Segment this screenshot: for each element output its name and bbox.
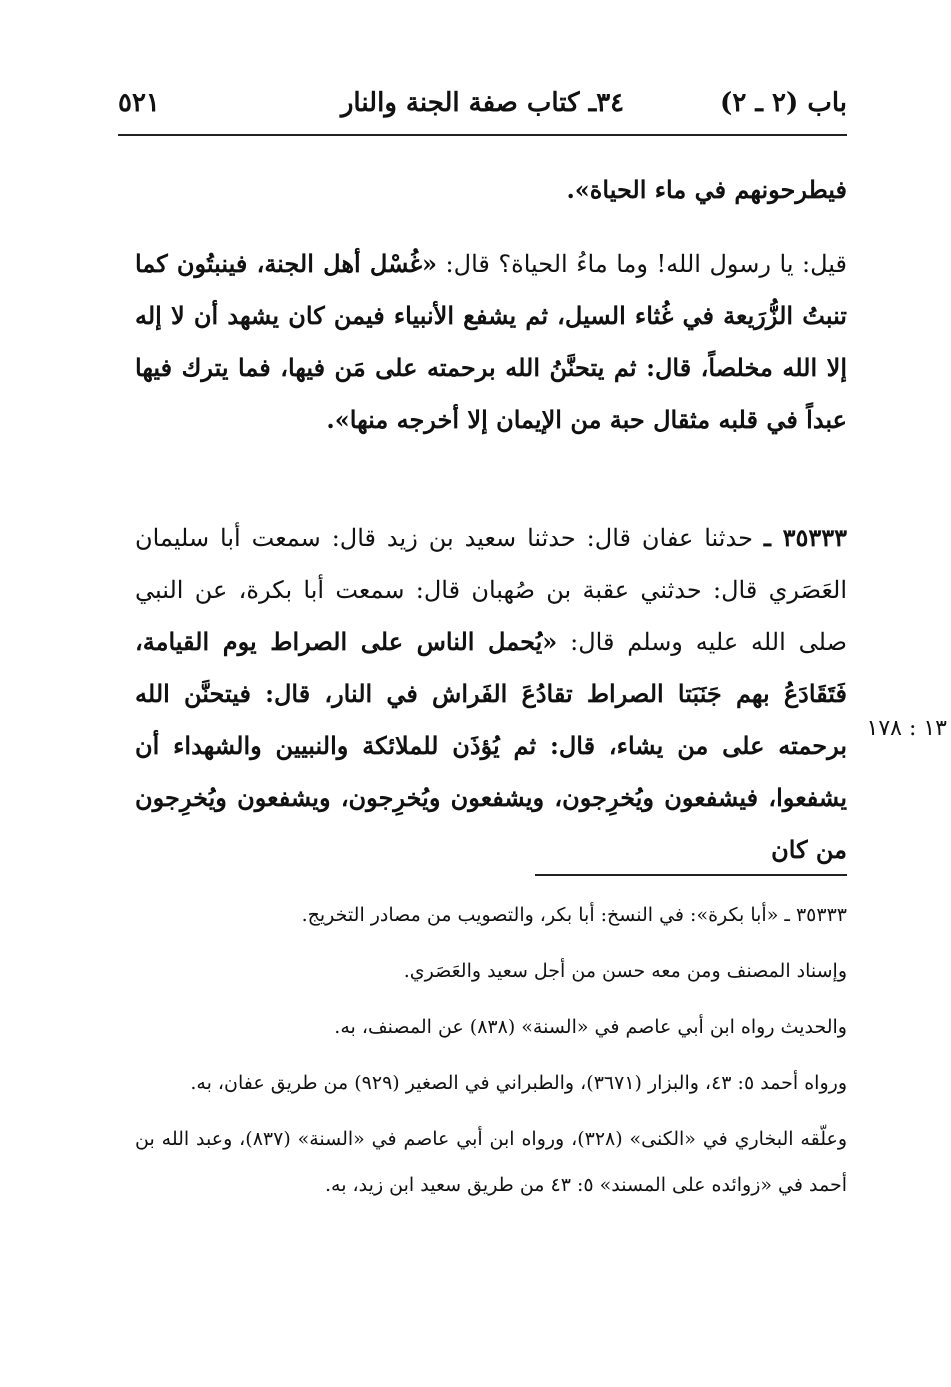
footnotes — [135, 892, 847, 1218]
hadith-number: ٣٥٣٣٣ ـ — [763, 523, 848, 552]
paragraph-1-text: فيطرحونهم في ماء الحياة». — [566, 175, 847, 204]
page-header — [118, 84, 847, 130]
paragraph-continuation — [135, 164, 847, 216]
paragraph-2-text — [135, 238, 847, 446]
footnote-line: وإسناد المصنف ومن معه حسن من أجل سعيد والعَصَري. — [403, 960, 847, 982]
paragraph-2-quote: «غُسْل أهل الجنة، فينبتُون كما تنبتُ الزُّرَيعة في غُثاء السيل، ثم يشفع الأنبياء فيمن كان يشهد أن لا إله إلا الله مخلصاً، قال: ثم يتحنَّنُ الله برحمته على مَن فيها، فما يترك فيها عبداً في قلبه مثقال حبة من الإيمان إلا أخرجه منها». — [135, 249, 847, 434]
paragraph-2 — [135, 238, 847, 446]
footnote-line: ورواه أحمد ٥: ٤٣، والبزار (٣٦٧١)، والطبراني في الصغير (٩٢٩) من طريق عفان، به. — [190, 1072, 847, 1094]
header-divider — [118, 134, 847, 136]
hadith-chain: حدثنا عفان قال: حدثنا سعيد بن زيد قال: سمعت أبا سليمان العَصَري قال: حدثني عقبة بن صُهبان قال: سمعت أبا بكرة، عن النبي صلى الله عليه وسلم قال: — [135, 524, 847, 656]
paragraph-2-intro: قيل: يا رسول الله! وما ماءُ الحياة؟ قال: — [437, 250, 847, 278]
hadith-35333 — [135, 512, 847, 876]
margin-reference: ١٣ : ١٧٨ — [866, 716, 947, 741]
footnote-line: والحديث رواه ابن أبي عاصم في «السنة» (٨٣٨) عن المصنف، به. — [334, 1016, 847, 1038]
footnote-divider — [535, 874, 847, 876]
hadith-text — [135, 512, 847, 876]
footnote-line: ٣٥٣٣٣ ـ «أبا بكرة»: في النسخ: أبا بكر، والتصويب من مصادر التخريج. — [301, 904, 847, 926]
hadith-matn: «يُحمل الناس على الصراط يوم القيامة، فَتَقَادَعُ بهم جَنَبَتا الصراط تقادُعَ الفَراش في النار، قال: فيتحنَّن الله برحمته على من يشاء، قال: ثم يُؤذَن للملائكة والنبيين والشهداء أن يشفعوا، فيشفعون ويُخرِجون، ويشفعون ويُخرِجون، ويشفعون ويُخرِجون من كان — [135, 627, 847, 864]
page-number: ٥٢١ — [118, 88, 160, 118]
book-title: ٣٤ـ كتاب صفة الجنة والنار — [340, 88, 625, 118]
chapter-label: باب (٢ ـ ٢) — [720, 88, 847, 118]
footnote-line: وعلّقه البخاري في «الكنى» (٣٢٨)، ورواه ابن أبي عاصم في «السنة» (٨٣٧)، وعبد الله بن أحمد في «زوائده على المسند» ٥: ٤٣ من طريق سعيد ابن زيد، به. — [135, 1128, 847, 1196]
